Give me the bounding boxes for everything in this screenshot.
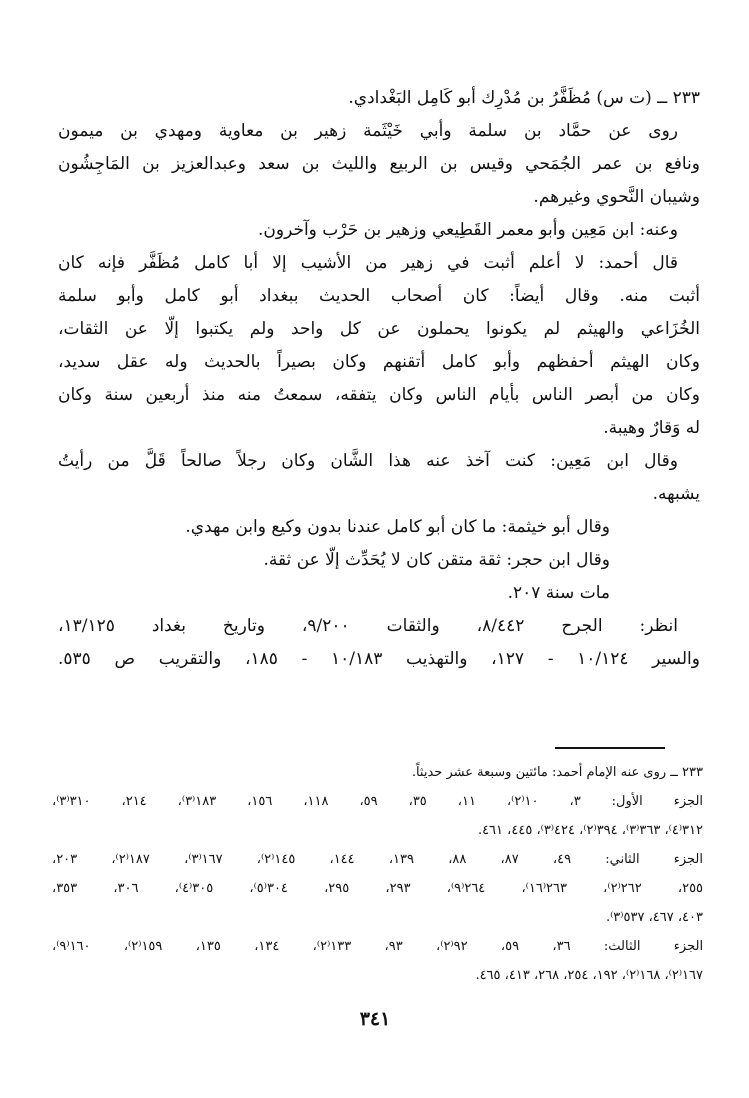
- footnote-line: ١٦٧⁽٢⁾، ١٦٨⁽٢⁾، ١٩٢، ٢٥٤، ٢٦٨، ٤١٣، ٤٦٥.: [475, 968, 703, 983]
- footnote-line: الجزء الثالث: ٣٦، ٥٩، ٩٢⁽٢⁾، ٩٣، ١٣٣⁽٢⁾، ١٣٤، ١٣٥، ١٥٩⁽٢⁾، ١٦٠⁽٩⁾،: [52, 939, 703, 954]
- body-line: ونافع بن عمر الجُمَحي وقيس بن الربيع والليث بن سعد وعبدالعزيز بن المَاجِشُون: [58, 154, 700, 174]
- body-line: وقال أبو خيثمة: ما كان أبو كامل عندنا بدون وكيع وابن مهدي.: [185, 517, 610, 537]
- body-line: مات سنة ٢٠٧.: [507, 583, 610, 603]
- footnotes: [52, 758, 703, 990]
- references-line: انظر: الجرح ٨/٤٤٢، والثقات ٩/٢٠٠، وتاريخ بغداد ١٣/١٢٥،: [58, 616, 679, 636]
- body-line: قال أحمد: لا أعلم أثبت في زهير من الأشيب إلا أبا كامل مُظَفَّر فإنه كان: [58, 253, 678, 273]
- body-line: وقال ابن حجر: ثقة متقن كان لا يُحَدِّث إلّا عن ثقة.: [263, 550, 610, 570]
- body-line: وعنه: ابن مَعِين وأبو معمر القَطِيعي وزهير بن حَرْب وآخرون.: [257, 220, 678, 240]
- body-line: يشبهه.: [652, 484, 700, 504]
- footnote-line: ٢٣٣ ــ روى عنه الإمام أحمد: مائتين وسبعة عشر حديثاً.: [411, 765, 703, 780]
- body-line: الخُزَاعي والهيثم لم يكونوا يحملون عن كل واحد ولم يكتبوا إلّا عن الثقات،: [58, 319, 700, 339]
- body-line: وشيبان النَّحوي وغيرهم.: [533, 187, 700, 207]
- body-line: وقال ابن مَعِين: كنت آخذ عنه هذا الشَّان وكان رجلاً صالحاً قَلَّ من رأيتُ: [58, 451, 678, 471]
- body-line: وكان الهيثم أحفظهم وأبو كامل أتقنهم وكان بصيراً بالحديث وله عقل سديد،: [58, 352, 700, 372]
- page-number: ٣٤١: [359, 1008, 391, 1030]
- footnote-line: الجزء الثاني: ٤٩، ٨٧، ٨٨، ١٣٩، ١٤٤، ١٤٥⁽٢⁾، ١٦٧⁽٣⁾، ١٨٧⁽٢⁾، ٢٠٣،: [52, 852, 703, 867]
- body-line: روى عن حمَّاد بن سلمة وأبي خَيْثَمة زهير بن معاوية ومهدي بن ميمون: [58, 121, 678, 141]
- footnote-line: ٤٠٣، ٤٦٧، ٥٣٧⁽٣⁾.: [605, 910, 703, 925]
- body-line: وكان من أبصر الناس بأيام الناس وكان يتفقه، سمعتُ منه منذ أربعين سنة وكان: [58, 385, 700, 405]
- references-line: والسير ١٠/١٢٤ - ١٢٧، والتهذيب ١٠/١٨٣ - ١٨٥، والتقريب ص ٥٣٥.: [58, 649, 700, 669]
- footnote-line: الجزء الأول: ٣، ١٠⁽٢⁾، ١١، ٣٥، ٥٩، ١١٨، ١٥٦، ١٨٣⁽٣⁾، ٢١٤، ٣١٠⁽٣⁾،: [52, 794, 703, 809]
- footnote-line: ٢٥٥، ٢٦٢⁽٢⁾، ٢٦٣⁽١٦⁾، ٢٦٤⁽٩⁾، ٢٩٣، ٢٩٥، ٣٠٤⁽٥⁾، ٣٠٥⁽٤⁾، ٣٠٦، ٣٥٣،: [52, 881, 703, 896]
- body-line: له وَقارٌ وهيبة.: [603, 418, 700, 438]
- footnote-separator: [555, 747, 665, 749]
- entry-heading: ٢٣٣ ــ (ت س) مُظَفَّرُ بن مُدْرِك أبو كَامِل البَغْدادي.: [348, 88, 700, 108]
- footnote-line: ٣١٢⁽٤⁾، ٣٦٣⁽٣⁾، ٣٩٤⁽٢⁾، ٤٢٤⁽٣⁾، ٤٤٥، ٤٦١.: [477, 823, 703, 838]
- entry-body: [58, 82, 700, 676]
- body-line: أثبت منه. وقال أيضاً: كان أصحاب الحديث ببغداد أبو كامل وأبو سلمة: [58, 286, 700, 306]
